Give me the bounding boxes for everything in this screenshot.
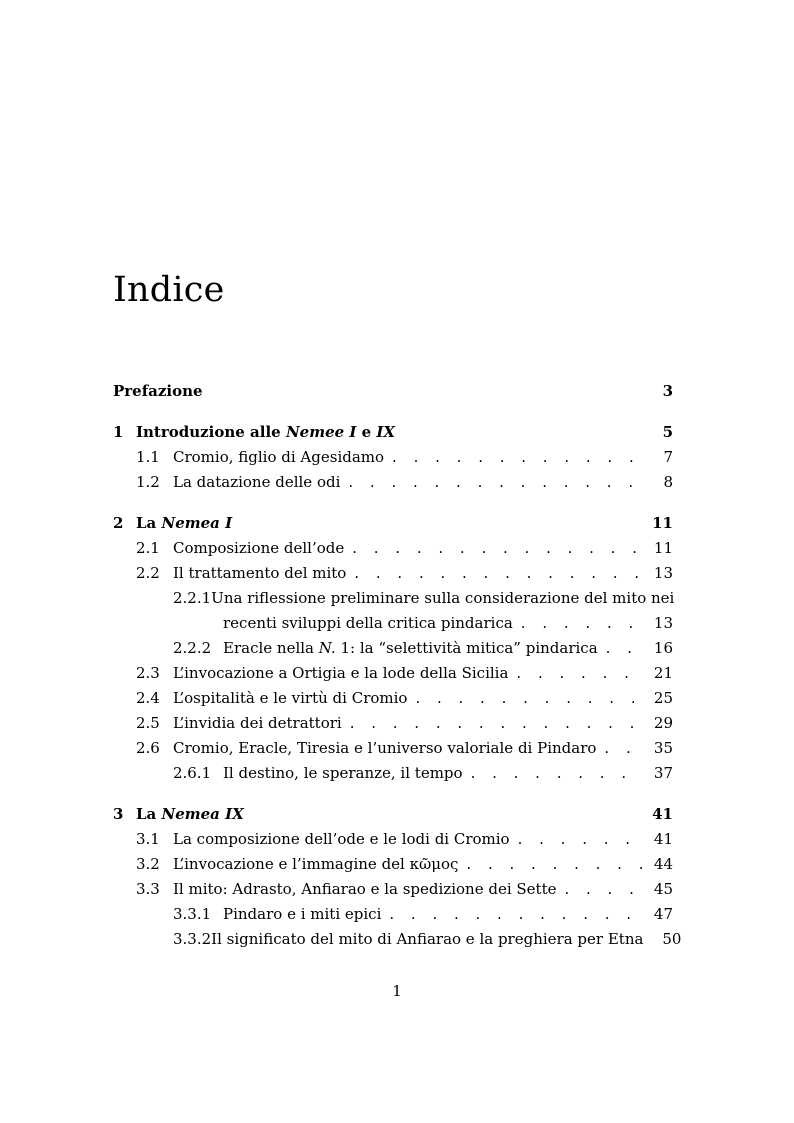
toc-entry-number: 2.3: [136, 664, 160, 682]
toc-entry-number: 3.3: [136, 880, 160, 898]
toc-entry-number: 3.2: [136, 855, 160, 873]
toc-entry-title: L’invocazione a Ortigia e la lode della Sicilia: [173, 664, 509, 682]
toc-entry-number: 3.1: [136, 830, 160, 848]
toc-leader-dots: [389, 905, 643, 923]
toc-entry-page: 41: [652, 805, 673, 823]
toc-entry-title: La Nemea IX: [136, 805, 244, 823]
toc-entry-page: 5: [662, 423, 673, 441]
toc-entry-title: Cromio, Eracle, Tiresia e l’universo valoriale di Pindaro: [173, 739, 597, 757]
toc-entry-title: L’ospitalità e le virtù di Cromio: [173, 689, 408, 707]
toc-entry-section-3-1[interactable]: [113, 830, 673, 848]
toc-leader-dots: [348, 473, 643, 491]
toc-entry-section-2-4[interactable]: [113, 689, 673, 707]
toc-entry-number: 2.5: [136, 714, 160, 732]
toc-entry-title: Il significato del mito di Anfiarao e la preghiera per Etna: [211, 930, 644, 948]
toc-entry-section-2-3[interactable]: [113, 664, 673, 682]
toc-entry-title: L’invidia dei detrattori: [173, 714, 342, 732]
toc-entry-subsection-3-3-1[interactable]: [113, 905, 673, 923]
toc-entry-number: 2.2.1: [173, 589, 212, 607]
toc-leader-dots: [604, 739, 643, 757]
toc-entry-title: Il destino, le speranze, il tempo: [223, 764, 463, 782]
toc-entry-chapter-3[interactable]: [113, 805, 673, 823]
toc-entry-page: 44: [653, 855, 673, 873]
toc-entry-page: 47: [653, 905, 673, 923]
toc-entry-section-2-6[interactable]: [113, 739, 673, 757]
toc-entry-page: 37: [653, 764, 673, 782]
toc-entry-page: 45: [653, 880, 673, 898]
toc-entry-page: 8: [663, 473, 673, 491]
page-title: Indice: [113, 270, 225, 310]
toc-entry-title: La Nemea I: [136, 514, 233, 532]
toc-leader-dots: [518, 830, 643, 848]
toc-entry-title: Il mito: Adrasto, Anfiarao e la spedizione dei Sette: [173, 880, 557, 898]
toc-entry-title: Composizione dell’ode: [173, 539, 345, 557]
toc-entry-section-1-1[interactable]: [113, 448, 673, 466]
toc-leader-dots: [521, 614, 643, 632]
toc-entry-page: 16: [653, 639, 673, 657]
toc-entry-title: Una riflessione preliminare sulla considerazione del mito nei: [211, 589, 675, 607]
toc-entry-chapter-2[interactable]: [113, 514, 673, 532]
toc-entry-number: 3.3.2: [173, 930, 212, 948]
toc-leader-dots: [415, 689, 643, 707]
toc-entry-number: 2.2.2: [173, 639, 212, 657]
toc-entry-subsection-2-2-1-cont[interactable]: [113, 614, 673, 632]
toc-entry-subsection-2-6-1[interactable]: [113, 764, 673, 782]
toc-entry-prefazione[interactable]: [113, 382, 673, 400]
toc-entry-number: 1.1: [136, 448, 160, 466]
toc-entry-title: Prefazione: [113, 382, 203, 400]
toc-entry-number: 2.4: [136, 689, 160, 707]
toc-leader-dots: [350, 714, 643, 732]
toc-entry-title: Eracle nella N. 1: la “selettività mitica” pindarica: [223, 639, 598, 657]
toc-entry-page: 25: [653, 689, 673, 707]
toc-leader-dots: [352, 539, 643, 557]
toc-entry-section-2-5[interactable]: [113, 714, 673, 732]
toc-entry-number: 2.2: [136, 564, 160, 582]
toc-entry-page: 13: [653, 614, 673, 632]
toc-entry-section-1-2[interactable]: [113, 473, 673, 491]
toc-leader-dots: [564, 880, 643, 898]
toc-entry-title: La composizione dell’ode e le lodi di Cromio: [173, 830, 510, 848]
toc-entry-page: 3: [662, 382, 673, 400]
page-number: 1: [392, 982, 402, 1000]
toc-leader-dots: [466, 855, 643, 873]
toc-entry-page: 41: [653, 830, 673, 848]
toc-leader-dots: [606, 639, 643, 657]
toc-entry-title: Pindaro e i miti epici: [223, 905, 382, 923]
toc-entry-page: 35: [653, 739, 673, 757]
toc-entry-page: 11: [653, 539, 673, 557]
toc-entry-page: 29: [653, 714, 673, 732]
toc-entry-title: L’invocazione e l’immagine del κῶμος: [173, 855, 459, 873]
toc-entry-title: Introduzione alle Nemee I e IX: [136, 423, 396, 441]
toc-entry-page: 7: [663, 448, 673, 466]
toc-entry-page: 11: [652, 514, 673, 532]
toc-entry-title: La datazione delle odi: [173, 473, 341, 491]
toc-entry-subsection-3-3-2[interactable]: [113, 930, 682, 948]
toc-entry-number: 2: [113, 514, 124, 532]
toc-entry-number: 2.1: [136, 539, 160, 557]
toc-entry-number: 1: [113, 423, 124, 441]
toc-entry-number: 1.2: [136, 473, 160, 491]
toc-entry-number: 3: [113, 805, 124, 823]
toc-leader-dots: [354, 564, 643, 582]
toc-entry-title: Il trattamento del mito: [173, 564, 347, 582]
toc-leader-dots: [392, 448, 643, 466]
toc-entry-title: Cromio, figlio di Agesidamo: [173, 448, 385, 466]
toc-entry-section-2-2[interactable]: [113, 564, 673, 582]
toc-entry-section-2-1[interactable]: [113, 539, 673, 557]
toc-entry-number: 3.3.1: [173, 905, 212, 923]
toc-entry-subsection-2-2-2[interactable]: [113, 639, 673, 657]
toc-entry-title-continued: recenti sviluppi della critica pindarica: [223, 614, 513, 632]
toc-entry-section-3-3[interactable]: [113, 880, 673, 898]
toc-leader-dots: [516, 664, 643, 682]
toc-entry-number: 2.6: [136, 739, 160, 757]
toc-entry-number: 2.6.1: [173, 764, 212, 782]
toc-entry-chapter-1[interactable]: [113, 423, 673, 441]
toc-entry-subsection-2-2-1[interactable]: [113, 589, 673, 607]
toc-entry-page: 13: [653, 564, 673, 582]
toc-entry-page: 50: [662, 930, 682, 948]
toc-entry-section-3-2[interactable]: [113, 855, 673, 873]
toc-entry-page: 21: [653, 664, 673, 682]
toc-leader-dots: [471, 764, 643, 782]
